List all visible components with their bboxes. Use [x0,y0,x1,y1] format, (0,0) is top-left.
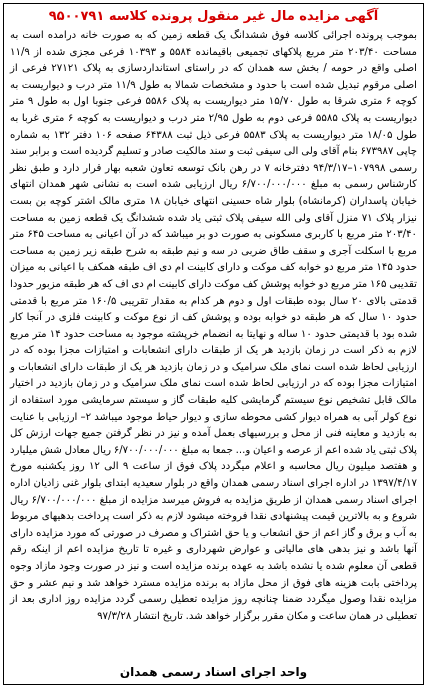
notice-title: آگهی مزایده مال غیر منقول پرونده کلاسه ۹۵۰۰۷۹۱ [48,9,379,24]
notice-body: بموجب پرونده اجرائی کلاسه فوق ششدانگ یک قطعه زمین که به صورت خانه درامده است به مساحت ۲۰۳/۴۰ متر مربع پلاکهای تجمیعی باقیمانده ۵۵۸۴ و ۱۰۳۹۳ فرعی مجزی شده از ۱۱/۹ اصلی واقع در حومه / بخش سه همدان که در راستای استانداردسازی به پلاک ۲۷۱۲۱ فرعی از اصلی مرقوم تبدیل شده است با حدود و مشخصات شمالا به طول ۱۱/۹ متر درب و دیواریست به کوچه ۶ متری شرقا به طول ۱۵/۷۰ متر دیواریست به پلاک ۵۵۸۶ فرعی جنوبا اول به طول ۹ متر دیواریست به پلاک ۵۵۸۵ فرعی دوم به طول ۲/۹۵ متر درب و دیواریست به کوچه ۶ متری غربا به طول ۱۸/۰۵ متر دیواریست به پلاک ۵۵۸۳ فرعی ذیل ثبت ۶۴۳۸۸ صفحه ۱۰۶ دفتر ۱۳۲ به شماره چاپی ۶۷۳۹۸۷ بنام آقای ولی الی سیفی ثبت و سند مالکیت صادر و تسلیم گردیده است و برابر سند رسمی ۱۰۷۹۹۸–۹۴/۳/۱۷ دفترخانه ۷ در رهن بانک توسعه تعاون شعبه بهار قرار دارد و طبق نظر کارشناس رسمی به مبلغ ۶/۷۰۰/۰۰۰/۰۰۰ ریال ارزیابی شده است به نشانی شهر همدان انتهای خیابان پاسداران (کرمانشاه) بلوار شاه حسینی انتهای خیابان ۱۸ متری مالک اشتر کوچه بن بست نیزار پلاک ۷۱ منزل آقای ولی الله سیفی پلاک ثبتی یاد شده ششدانگ یک قطعه زمین به مساحت ۲۰۳/۴۰ متر مربع با کاربری مسکونی به صورت دو بر میباشد که در آن اعیانی به مساحت ۶۴۵ متر مربع با اسکلت آجری و سقف طاق ضربی در سه و نیم طبقه به شرح طبقه زیر زمین به مساحت حدود ۱۴۵ متر مربع دو خوابه کف موکت و دارای کابینت ام دی اف طبقه همکف با اعیانی به میزان تقدیبی ۱۶۵ متر مربع دو خوابه پوشش کف موکت دارای کابینت ام دی اف که هر طبقه مزبور حدودا قدمتی بالای ۲۰ سال بوده طبقات اول و دوم هر کدام به مقدار تقریبی ۱۶۰/۵ متر مربع با قدمتی حدود ۱۰ سال که هر طبقه دو خوابه بوده و پوشش کف از نوع موکت و کابینت فلزی در آنجا کار شده بود با قدیمتی حدود ۱۰ ساله و نهایتا به انضمام خرپشته موجود به مساحت حدود ۱۴ متر مربع لازم به ذکر است در زمان بازدید هر یک از طبقات دارای انشعابات و امتیازات مجزا بوده که در ارزیابی لحاظ شده است نمای ملک سرامیک و در زمان بازدید هر یک از طبقات دارای انشعابات و امتیازات مجزا بوده که در ارزیابی لحاظ شده است نمای ملک سرامیک و در زمان بازدید در اختیار مالک قابل تشخیص نوع سیستم گرمایشی کلیه طبقات گاز و سیستم سرمایشی مورد استفاده از نوع کولر آبی به همراه دیوار کشی محوطه سازی و دیوار حیاط موجود میباشد ۲– ارزیابی با عنایت به بازدید و معاینه فنی از محل و بررسیهای بعمل آمده و نیز در نظر گرفتن جمیع جهات ارزش کل پلاک ثبتی یاد شده اعم از عرصه و اعیان و... جمعا به مبلغ ۶/۷۰۰/۰۰۰/۰۰۰ ریال معادل شش میلیارد و هفتصد میلیون ریال محاسبه و اعلام میگردد پلاک فوق از ساعت ۹ الی ۱۲ روز یکشنبه مورخ ۱۳۹۷/۴/۱۷ در اداره اجرای اسناد رسمی همدان واقع در بلوار سعیدیه ابتدای بلوار غنی زادیان اداره اجرای اسناد رسمی همدان از طریق مزایده به فروش میرسد مزایده از مبلغ ۶/۷۰۰/۰۰۰/۰۰۰ ریال شروع و به بالاترین قیمت پیشنهادی نقدا فروخته میشود لازم به ذکر است پرداخت بدهیهای مربوط به آب و برق و گاز اعم از حق انشعاب و یا حق اشتراک و مصرف در صورتی که مورد مزایده دارای آنها باشد و نیز بدهی های مالیاتی و عوارض شهرداری و غیره تا تاریخ مزایده اعم از اینکه رقم قطعی آن معلوم شده یا نشده باشد به عهده برنده مزایده است و نیز در صورت وجود مازاد وجوه پرداختی بابت هزینه های فوق از محل مازاد به برنده مزایده مسترد خواهد شد و نیم عشر و حق مزایده نقدا وصول میگردد ضمنا چنانچه روز مزایده تعطیل رسمی گردد مزایده روز اداری بعد از تعطیلی در همان ساعت و مکان مقرر برگزار خواهد شد. تاریخ انتشار ۹۷/۳/۲۸ [10,30,418,622]
auction-notice [3,3,424,685]
notice-signature: واحد اجرای اسناد رسمی همدان [119,665,308,679]
